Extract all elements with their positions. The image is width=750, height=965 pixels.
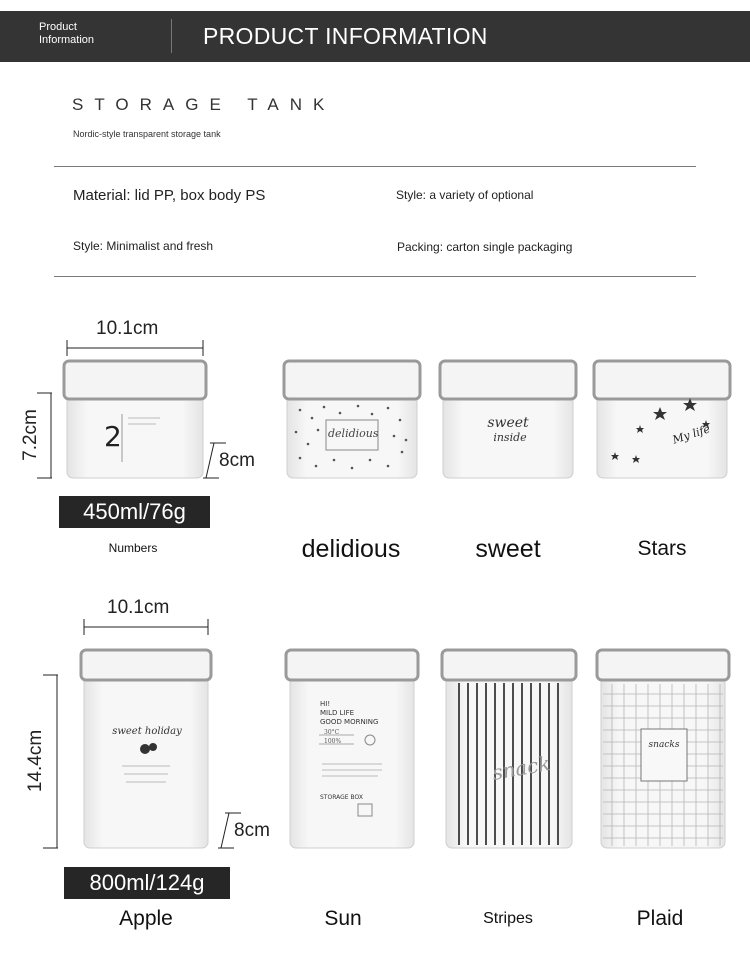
box-delidious bbox=[284, 361, 420, 478]
sun-print-line3: GOOD MORNING bbox=[320, 718, 379, 726]
variant-label-numbers: Numbers bbox=[108, 541, 158, 555]
small-capacity-badge: 450ml/76g bbox=[59, 496, 210, 528]
sun-print-line2: MILD LIFE bbox=[320, 709, 355, 717]
product-title: STORAGE TANK bbox=[72, 95, 336, 114]
numbers-print: 2 bbox=[104, 420, 122, 453]
small-height-label: 7.2cm bbox=[20, 409, 41, 461]
sweet-inside-print: inside bbox=[493, 431, 527, 444]
spec-style-options: Style: a variety of optional bbox=[396, 188, 534, 202]
variant-label-plaid: Plaid bbox=[636, 907, 684, 930]
variant-label-sun: Sun bbox=[324, 907, 362, 930]
sun-print-line1: HI! bbox=[320, 700, 331, 708]
large-depth-label: 8cm bbox=[234, 820, 270, 841]
large-capacity-badge: 800ml/124g bbox=[64, 867, 230, 899]
sweet-print: sweet bbox=[487, 415, 529, 431]
box-numbers bbox=[64, 361, 206, 478]
spec-style: Style: Minimalist and fresh bbox=[73, 239, 214, 253]
stripes-print: snack bbox=[490, 751, 553, 785]
variant-label-delidious: delidious bbox=[301, 535, 401, 563]
large-height-label: 14.4cm bbox=[25, 729, 46, 793]
spec-packing: Packing: carton single packaging bbox=[397, 240, 573, 254]
delidious-print: delidious bbox=[328, 427, 379, 440]
small-width-dimension bbox=[67, 340, 203, 356]
box-sun bbox=[286, 650, 418, 848]
box-stars bbox=[594, 361, 730, 478]
variant-label-stripes: Stripes bbox=[483, 910, 533, 927]
sun-print-pct: 100% bbox=[324, 738, 342, 745]
header-small-label: Product Information bbox=[39, 21, 95, 46]
box-stripes bbox=[442, 650, 576, 848]
large-width-label: 10.1cm bbox=[107, 597, 170, 618]
variant-label-apple: Apple bbox=[119, 907, 173, 930]
large-width-dimension bbox=[84, 619, 208, 635]
box-apple bbox=[81, 650, 211, 848]
apple-print: sweet holiday bbox=[112, 726, 182, 737]
sun-print-box: STORAGE BOX bbox=[320, 794, 363, 801]
plaid-print: snacks bbox=[648, 740, 680, 750]
spec-material: Material: lid PP, box body PS bbox=[73, 187, 266, 204]
sun-print-temp: 30°C bbox=[324, 729, 340, 736]
variant-label-sweet: sweet bbox=[475, 535, 541, 563]
product-subtitle: Nordic-style transparent storage tank bbox=[73, 129, 221, 139]
variant-label-stars: Stars bbox=[637, 537, 687, 560]
small-width-label: 10.1cm bbox=[96, 318, 159, 339]
small-depth-label: 8cm bbox=[219, 450, 255, 471]
header-title: PRODUCT INFORMATION bbox=[203, 23, 488, 49]
stars-print: My life bbox=[670, 422, 712, 447]
